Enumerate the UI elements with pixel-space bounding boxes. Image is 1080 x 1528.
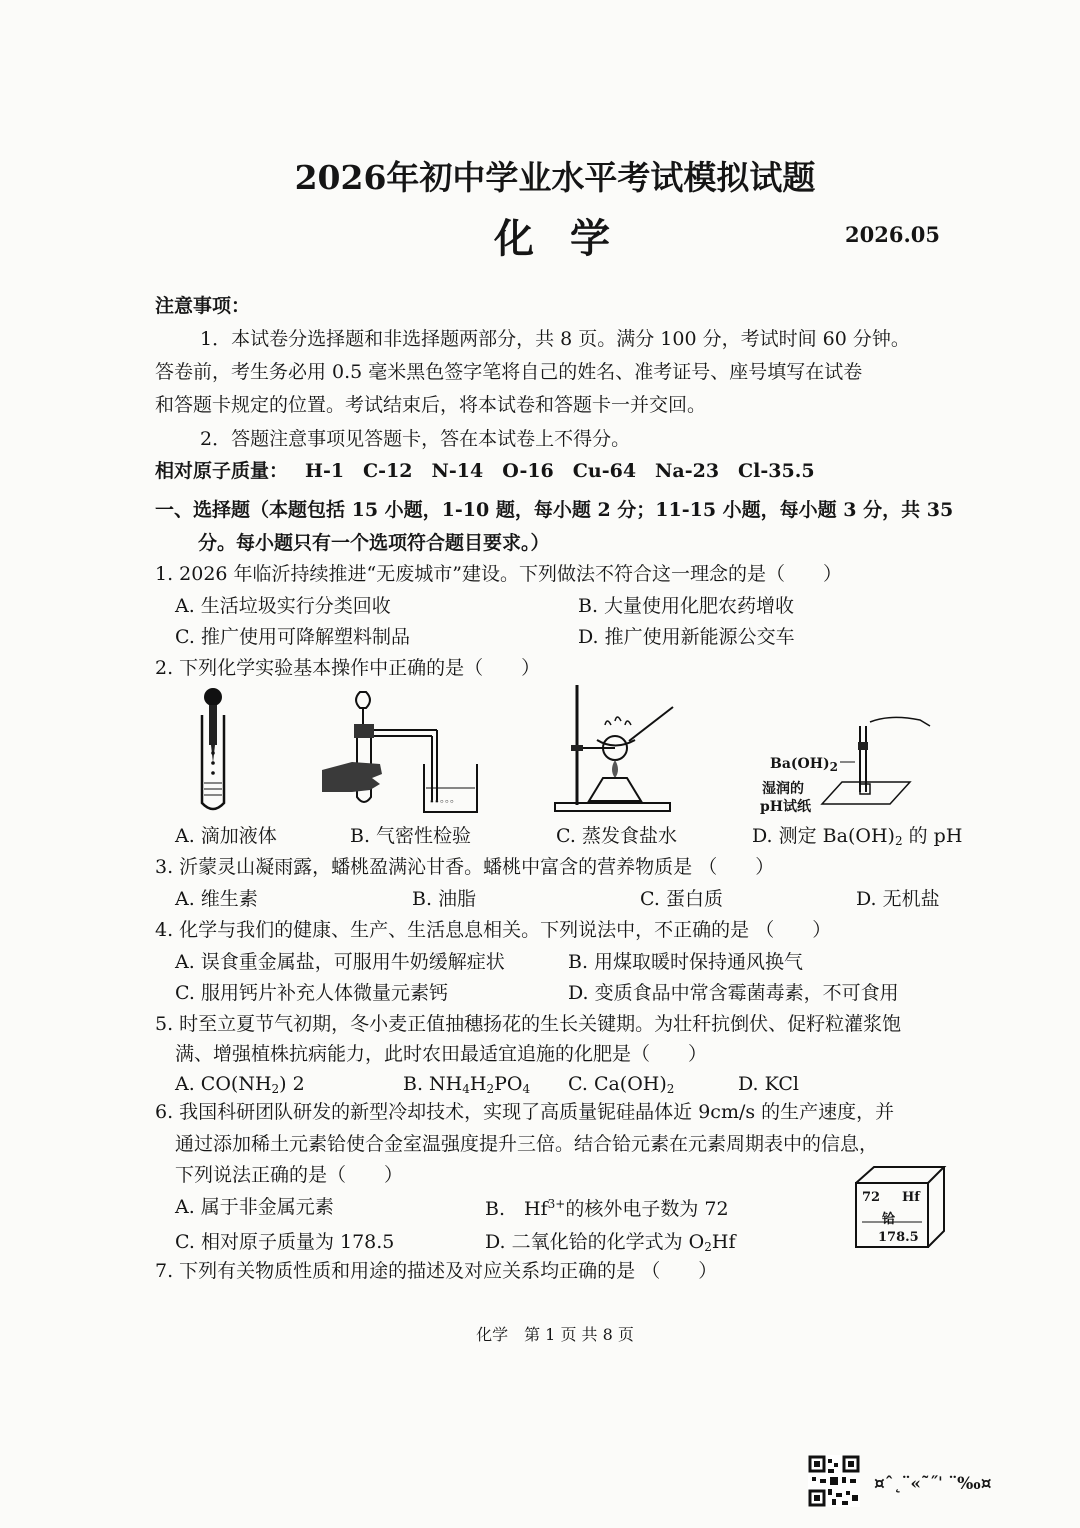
atomic-mass-label: 相对原子质量： [155, 460, 289, 482]
atomic-mass-values: H-1 C-12 N-14 O-16 Cu-64 Na-23 Cl-35.5 [305, 460, 815, 482]
page-footer: 化学 第 1 页 共 8 页 [476, 1325, 634, 1344]
q6-stem-line2: 通过添加稀土元素铪使合金室温强度提升三倍。结合铪元素在元素周期表中的信息， [175, 1133, 879, 1155]
q1-option-d: D. 推广使用新能源公交车 [578, 626, 795, 648]
q1-stem: 1. 2026 年临沂持续推进“无废城市”建设。下列做法不符合这一理念的是（ ） [155, 563, 842, 585]
element-number: 72 [862, 1190, 881, 1205]
section1-line1: 一、选择题（本题包括 15 小题，1-10 题，每小题 2 分；11-15 小题，每小题 3 分，共 35 [155, 499, 954, 521]
q6-stem-line1: 6. 我国科研团队研发的新型冷却技术，实现了高质量铌硅晶体近 9cm/s 的生产速度，并 [155, 1101, 895, 1123]
exam-title: 2026年初中学业水平考试模拟试题 [294, 158, 816, 197]
q4-option-a: A. 误食重金属盐，可服用牛奶缓解症状 [175, 951, 505, 973]
ph-fig-label-baoh2: $Ba(OH)_2$ [770, 756, 838, 774]
q2-option-d: D. 测定 $Ba(OH)_2$ 的 pH [752, 825, 963, 848]
subject-title: 化学 [494, 215, 646, 262]
q5-stem-line1: 5. 时至立夏节气初期，冬小麦正值抽穗扬花的生长关键期。为壮秆抗倒伏、促籽粒灌浆饱 [155, 1013, 902, 1035]
ph-fig-label-paper: pH试纸 [760, 799, 812, 815]
q4-option-c: C. 服用钙片补充人体微量元素钙 [175, 982, 448, 1004]
element-symbol: Hf [902, 1190, 920, 1205]
section1-line2: 分。每小题只有一个选项符合题目要求。） [198, 532, 550, 554]
dropper-test-tube-figure [190, 685, 240, 815]
q6-option-a: A. 属于非金属元素 [175, 1196, 334, 1218]
q5-option-d: D. KCl [738, 1073, 799, 1095]
q4-option-d: D. 变质食品中常含霉菌毒素，不可食用 [568, 982, 899, 1004]
garbled-footer-text: ¤ˆ˛¨«˜˝ˈ ¨‰¤ [874, 1474, 992, 1494]
q3-option-c: C. 蛋白质 [640, 888, 723, 910]
notice-p1-line2: 答卷前，考生务必用 0.5 毫米黑色签字笔将自己的姓名、准考证号、座号填写在试卷 [155, 361, 863, 383]
q2-option-c: C. 蒸发食盐水 [556, 825, 677, 847]
q6-stem-line3: 下列说法正确的是（ ） [175, 1164, 404, 1186]
q5-option-a: A. $CO(NH_2)$ 2 [175, 1073, 305, 1096]
q5-stem-line2: 满、增强植株抗病能力，此时农田最适宜追施的化肥是（ ） [175, 1043, 708, 1065]
q6-option-b: B. $Hf^{3+}$的核外电子数为 72 [485, 1197, 729, 1220]
svg-text:。。。。。: 。。。。。 [430, 794, 460, 805]
q2-option-a: A. 滴加液体 [175, 825, 277, 847]
q3-option-d: D. 无机盐 [856, 888, 940, 910]
qr-code [808, 1455, 860, 1507]
notice-heading: 注意事项： [155, 295, 251, 317]
q5-option-c: C. $Ca(OH)_2$ [568, 1073, 675, 1096]
q1-option-b: B. 大量使用化肥农药增收 [578, 595, 795, 617]
q2-option-b: B. 气密性检验 [350, 825, 472, 847]
notice-p1-line1: 1．本试卷分选择题和非选择题两部分，共 8 页。满分 100 分，考试时间 60 分钟。 [200, 328, 910, 350]
exam-date: 2026.05 [845, 222, 940, 247]
q2-stem: 2. 下列化学实验基本操作中正确的是（ ） [155, 657, 541, 679]
element-mass: 178.5 [878, 1230, 919, 1245]
notice-p1-line3: 和答题卡规定的位置。考试结束后，将本试卷和答题卡一并交回。 [155, 394, 707, 416]
q3-option-b: B. 油脂 [412, 888, 477, 910]
evaporation-figure [555, 685, 685, 813]
notice-p2: 2．答题注意事项见答题卡，答在本试卷上不得分。 [200, 428, 631, 450]
q5-option-b: B. $NH_4H_2PO_4$ [403, 1073, 531, 1096]
q4-stem: 4. 化学与我们的健康、生产、生活息息相关。下列说法中，不正确的是 （ ） [155, 919, 832, 941]
q1-option-a: A. 生活垃圾实行分类回收 [175, 595, 391, 617]
q3-stem: 3. 沂蒙灵山凝雨露，蟠桃盈满沁甘香。蟠桃中富含的营养物质是 （ ） [155, 856, 775, 878]
q1-option-c: C. 推广使用可降解塑料制品 [175, 626, 410, 648]
q3-option-a: A. 维生素 [175, 888, 258, 910]
q7-stem: 7. 下列有关物质性质和用途的描述及对应关系均正确的是 （ ） [155, 1260, 718, 1282]
element-name: 铪 [882, 1212, 896, 1227]
airtight-check-figure [322, 692, 482, 817]
q4-option-b: B. 用煤取暖时保持通风换气 [568, 951, 804, 973]
q6-option-c: C. 相对原子质量为 178.5 [175, 1231, 395, 1253]
ph-fig-label-wet: 湿润的 [762, 781, 804, 797]
q6-option-d: D. 二氧化铪的化学式为 $O_2Hf$ [485, 1231, 736, 1254]
